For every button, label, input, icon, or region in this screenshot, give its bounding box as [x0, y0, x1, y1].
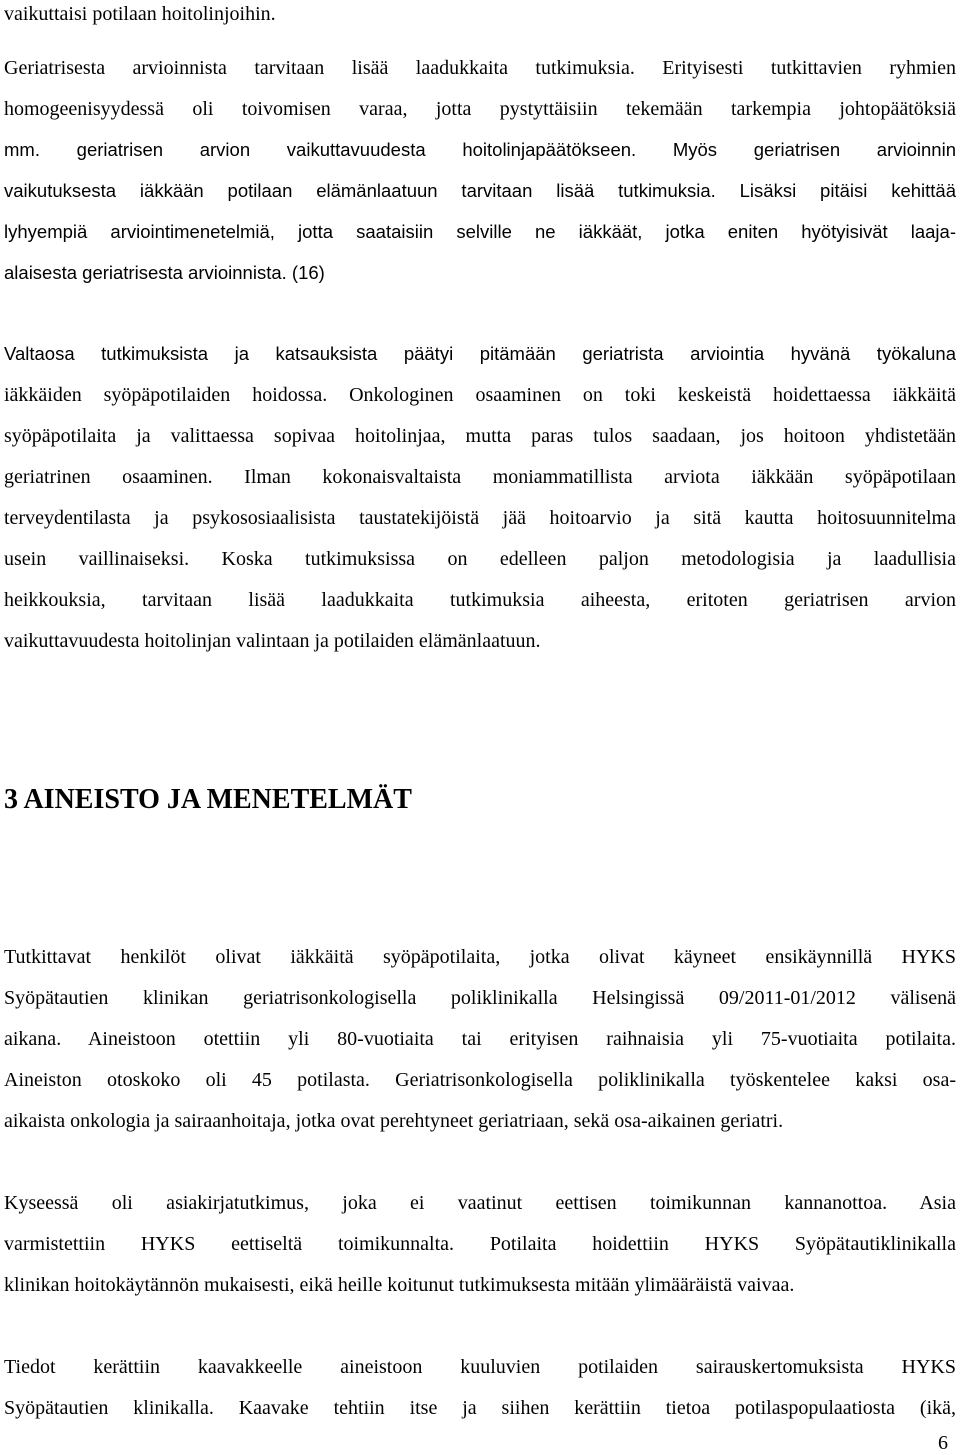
paragraph-line: varmistettiin HYKS eettiseltä toimikunnalta. Potilaita hoidettiin HYKS Syöpätautiklinikalla — [4, 1233, 956, 1255]
paragraph-line: usein vaillinaiseksi. Koska tutkimuksissa on edelleen paljon metodologisia ja laadullisia — [4, 548, 956, 570]
paragraph-line: mm. geriatrisen arvion vaikuttavuudesta hoitolinjapäätökseen. Myös geriatrisen arvioinnin — [4, 139, 956, 160]
page-number: 6 — [938, 1432, 948, 1454]
paragraph-line: terveydentilasta ja psykososiaalisista taustatekijöistä jää hoitoarvio ja sitä kautta hoitosuunnitelma — [4, 507, 956, 529]
paragraph-line: Syöpätautien klinikan geriatrisonkologisella poliklinikalla Helsingissä 09/2011-01/2012 välisenä — [4, 987, 956, 1009]
paragraph-line: alaisesta geriatrisesta arvioinnista. (16) — [4, 262, 325, 283]
paragraph-line: vaikuttavuudesta hoitolinjan valintaan ja potilaiden elämänlaatuun. — [4, 630, 541, 652]
paragraph-line: vaikuttaisi potilaan hoitolinjoihin. — [4, 3, 276, 25]
paragraph-line: aikana. Aineistoon otettiin yli 80-vuotiaita tai erityisen raihnaisia yli 75-vuotiaita potilaita. — [4, 1028, 956, 1050]
paragraph-line: Geriatrisesta arvioinnista tarvitaan lisää laadukkaita tutkimuksia. Erityisesti tutkittavien ryhmien — [4, 57, 956, 79]
paragraph-line: Kyseessä oli asiakirjatutkimus, joka ei vaatinut eettisen toimikunnan kannanottoa. Asia — [4, 1192, 956, 1214]
paragraph-line: heikkouksia, tarvitaan lisää laadukkaita tutkimuksia aiheesta, eritoten geriatrisen arvion — [4, 589, 956, 611]
paragraph-line: Tiedot kerättiin kaavakkeelle aineistoon kuuluvien potilaiden sairauskertomuksista HYKS — [4, 1356, 956, 1378]
paragraph-line: Tutkittavat henkilöt olivat iäkkäitä syöpäpotilaita, jotka olivat käyneet ensikäynnillä HYKS — [4, 946, 956, 968]
section-heading: 3 AINEISTO JA MENETELMÄT — [4, 784, 412, 815]
paragraph-line: lyhyempiä arviointimenetelmiä, jotta saataisiin selville ne iäkkäät, jotka eniten hyötyisivät laaja- — [4, 221, 956, 242]
paragraph-line: vaikutuksesta iäkkään potilaan elämänlaatuun tarvitaan lisää tutkimuksia. Lisäksi pitäisi kehittää — [4, 180, 956, 201]
paragraph-line: syöpäpotilaita ja valittaessa sopivaa hoitolinjaa, mutta paras tulos saadaan, jos hoitoon yhdistetään — [4, 425, 956, 447]
paragraph-line: geriatrinen osaaminen. Ilman kokonaisvaltaista moniammatillista arviota iäkkään syöpäpotilaan — [4, 466, 956, 488]
paragraph-line: aikaista onkologia ja sairaanhoitaja, jotka ovat perehtyneet geriatriaan, sekä osa-aikainen geriatri. — [4, 1110, 784, 1132]
paragraph-line: iäkkäiden syöpäpotilaiden hoidossa. Onkologinen osaaminen on toki keskeistä hoidettaessa iäkkäitä — [4, 384, 956, 406]
paragraph-line: Valtaosa tutkimuksista ja katsauksista päätyi pitämään geriatrista arviointia hyvänä työkaluna — [4, 343, 956, 364]
paragraph-line: homogeenisyydessä oli toivomisen varaa, jotta pystyttäisiin tekemään tarkempia johtopäätöksiä — [4, 98, 956, 120]
paragraph-line: Syöpätautien klinikalla. Kaavake tehtiin itse ja siihen kerättiin tietoa potilaspopulaatiosta (ikä, — [4, 1397, 956, 1419]
paragraph-line: klinikan hoitokäytännön mukaisesti, eikä heille koitunut tutkimuksesta mitään ylimääräistä vaivaa. — [4, 1274, 795, 1296]
paragraph-line: Aineiston otoskoko oli 45 potilasta. Geriatrisonkologisella poliklinikalla työskentelee kaksi osa- — [4, 1069, 956, 1091]
